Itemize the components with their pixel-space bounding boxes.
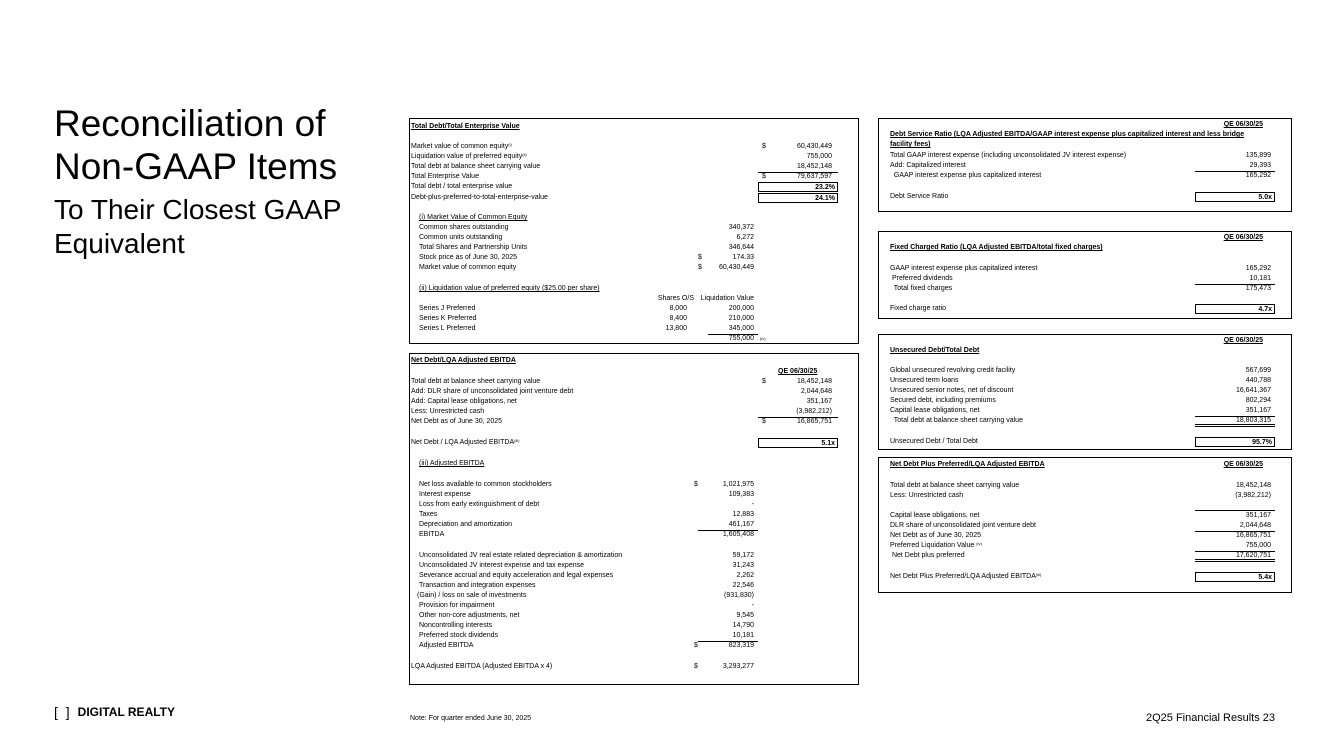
tev-ratio1-value: 23.2%	[758, 182, 838, 192]
ebitda-label-3: Taxes	[419, 511, 438, 518]
title-line-1: Reconciliation of	[54, 103, 326, 144]
netdebt-value-3: (3,982,212)	[758, 407, 838, 418]
fcr-value-0: 165,292	[1245, 265, 1271, 272]
footer-note: Note: For quarter ended June 30, 2025	[410, 715, 532, 722]
tev-mv-label: Market value of common equity$^{(i)}$	[411, 142, 512, 150]
tev-sub-ii-value-0: 200,000	[728, 305, 754, 312]
tev-sub-i-dollar-4: $	[698, 264, 702, 271]
adj-label-5: Provision for impairment	[419, 602, 495, 609]
adj-value-3: 22,546	[732, 582, 754, 589]
tev-sub-ii-total: 755,000	[728, 335, 754, 342]
adj-total-label: Adjusted EBITDA	[419, 642, 474, 649]
netdebt-value-0: 18,452,148	[796, 378, 832, 385]
udebt-value-5: 18,803,315	[1195, 416, 1275, 427]
tev-lv-value: 755,000	[806, 153, 832, 160]
dsr-col-header: QE 06/30/25	[1223, 121, 1263, 128]
adj-value-7: 14,790	[732, 622, 754, 629]
netdebt-value-2: 351,167	[806, 398, 832, 405]
ndpp-ratio-label: Net Debt Plus Preferred/LQA Adjusted EBITDA$^{(iii)}$	[890, 572, 1042, 580]
dsr-ratio-value: 5.0x	[1195, 192, 1275, 202]
netdebt-label-1: Add: DLR share of unconsolidated joint venture debt	[411, 388, 574, 395]
ndpp-table	[878, 457, 1292, 593]
tev-total-value: 79,637,597	[796, 173, 832, 180]
fcr-label-0: GAAP interest expense plus capitalized interest	[890, 265, 1038, 272]
udebt-label-3: Secured debt, including premiums	[890, 397, 996, 404]
udebt-label-2: Unsecured senior notes, net of discount	[890, 387, 1014, 394]
ndpp-value-5: 755,000	[1195, 541, 1275, 552]
fcr-value-2: 175,473	[1245, 285, 1271, 292]
ndpp-label-5: Preferred Liquidation Value $^{(iv)}$	[890, 541, 982, 549]
ebitda-value-2: -	[751, 501, 754, 508]
udebt-label-0: Global unsecured revolving credit facility	[890, 367, 1016, 374]
fcr-ratio-value: 4.7x	[1195, 304, 1275, 314]
udebt-ratio-label: Unsecured Debt / Total Debt	[890, 438, 978, 445]
tev-sub-i-label-1: Common units outstanding	[419, 234, 503, 241]
tev-sub-ii-col2: Liquidation Value	[700, 295, 754, 302]
tev-sub-ii-value-2: 345,000	[708, 324, 758, 335]
adj-total-value: 823,319	[728, 642, 754, 649]
ebitda-label-5: EBITDA	[419, 531, 445, 538]
netdebt-col-header: QE 06/30/25	[778, 368, 818, 375]
ebitda-label-1: Interest expense	[419, 491, 471, 498]
ebitda-label-0: Net loss available to common stockholders	[419, 481, 552, 488]
netdebt-label-0: Total debt at balance sheet carrying value	[411, 378, 541, 385]
adj-value-2: 2,262	[736, 572, 754, 579]
adj-label-1: Unconsolidated JV interest expense and tax expense	[419, 562, 584, 569]
adj-value-8: 10,181	[698, 631, 758, 642]
tev-sub-i-value-1: 6,272	[736, 234, 754, 241]
subtitle-line-2: Equivalent	[54, 228, 185, 259]
udebt-label-5: Total debt at balance sheet carrying value	[890, 417, 1023, 424]
dsr-value-1: 29,393	[1195, 161, 1275, 172]
tev-sub-i-value-3: 174.33	[732, 254, 754, 261]
fcr-label-2: Total fixed charges	[890, 285, 953, 292]
ebitda-value-0: 1,021,975	[722, 481, 754, 488]
bracket-logo-icon: [ ]	[54, 704, 72, 720]
tev-heading: Total Debt/Total Enterprise Value	[411, 123, 520, 130]
tev-sub-ii-total-note: (iv)	[760, 336, 766, 341]
fcr-label-1: Preferred dividends	[890, 275, 953, 282]
adj-total-dollar: $	[694, 642, 698, 649]
logo-text: DIGITAL REALTY	[77, 705, 176, 719]
tev-table	[409, 118, 859, 344]
dsr-heading-1: Debt Service Ratio (LQA Adjusted EBITDA/GAAP interest expense plus capitalized interest and less bridge	[890, 131, 1245, 138]
dsr-label-2: GAAP interest expense plus capitalized interest	[890, 172, 1042, 179]
fcr-heading: Fixed Charged Ratio (LQA Adjusted EBITDA/total fixed charges)	[890, 244, 1103, 251]
tev-sub-i-value-0: 340,372	[728, 224, 754, 231]
netdebt-label-3: Less: Unrestricted cash	[411, 408, 485, 415]
udebt-value-0: 567,699	[1245, 367, 1271, 374]
ndpp-label-0: Total debt at balance sheet carrying value	[890, 482, 1020, 489]
tev-sub-i-value-4: 60,430,449	[718, 264, 754, 271]
ndpp-label-6: Net Debt plus preferred	[890, 552, 965, 559]
adj-label-0: Unconsolidated JV real estate related depreciation & amortization	[419, 552, 623, 559]
udebt-label-1: Unsecured term loans	[890, 377, 959, 384]
ndpp-label-3: DLR share of unconsolidated joint venture debt	[890, 522, 1036, 529]
fcr-value-1: 10,181	[1195, 274, 1275, 285]
tev-sub-i-label-3: Stock price as of June 30, 2025	[419, 254, 518, 261]
subtitle-line-1: To Their Closest GAAP	[54, 194, 342, 225]
ndpp-col-header: QE 06/30/25	[1223, 461, 1263, 468]
tev-mv-dollar: $	[762, 143, 766, 150]
dsr-ratio-label: Debt Service Ratio	[890, 193, 949, 200]
netdebt-value-1: 2,044,648	[800, 388, 832, 395]
adj-value-4: (931,830)	[724, 592, 754, 599]
ndpp-label-1: Less: Unrestricted cash	[890, 492, 964, 499]
ndpp-value-4: 16,865,751	[1235, 532, 1271, 539]
ebitda-value-3: 12,883	[732, 511, 754, 518]
tev-sub-ii-shares-2: 13,800	[665, 325, 687, 332]
netdebt-dollar-4: $	[762, 418, 766, 425]
netdebt-dollar-0: $	[762, 378, 766, 385]
adj-label-4: (Gain) / loss on sale of investments	[417, 592, 527, 599]
page-subtitle	[54, 193, 341, 261]
footer-page-label: 2Q25 Financial Results 23	[1145, 712, 1275, 724]
tev-sub-ii-shares-0: 8,000	[669, 305, 687, 312]
adj-value-6: 9,545	[736, 612, 754, 619]
tev-ratio2-value: 24.1%	[758, 193, 838, 203]
tev-sub-ii-heading: (ii) Liquidation value of preferred equity ($25.00 per share)	[419, 285, 600, 292]
fcr-table	[878, 231, 1292, 319]
tev-sub-ii-value-1: 210,000	[728, 315, 754, 322]
netdebt-ratio-label: Net Debt / LQA Adjusted EBITDA$^{(iii)}$	[411, 438, 520, 446]
ebitda-label-4: Depreciation and amortization	[419, 521, 512, 528]
ebitda-dollar-0: $	[694, 481, 698, 488]
adj-label-8: Preferred stock dividends	[419, 632, 498, 639]
company-logo	[54, 704, 175, 720]
tev-total-label: Total Enterprise Value	[411, 173, 479, 180]
dsr-heading-2: facility fees)	[890, 141, 931, 148]
dsr-label-0: Total GAAP interest expense (including unconsolidated JV interest expense)	[890, 152, 1127, 159]
adj-label-6: Other non-core adjustments, net	[419, 612, 520, 619]
udebt-value-2: 16,641,367	[1235, 387, 1271, 394]
ndpp-value-1: (3,982,212)	[1195, 491, 1275, 511]
tev-sub-ii-label-2: Series L Preferred	[419, 325, 476, 332]
udebt-value-3: 802,294	[1245, 397, 1271, 404]
adj-label-2: Severance accrual and equity acceleration and legal expenses	[419, 572, 614, 579]
ndpp-value-2: 351,167	[1245, 512, 1271, 519]
ebitda-value-4: 461,167	[698, 520, 758, 531]
netdebt-table	[409, 353, 859, 685]
udebt-col-header: QE 06/30/25	[1223, 337, 1263, 344]
netdebt-value-4: 16,865,751	[796, 418, 832, 425]
tev-sub-i-label-4: Market value of common equity	[419, 264, 517, 271]
dsr-table	[878, 118, 1292, 212]
netdebt-heading: Net Debt/LQA Adjusted EBITDA	[411, 357, 516, 364]
tev-mv-value: 60,430,449	[796, 143, 832, 150]
tev-sub-ii-label-1: Series K Preferred	[419, 315, 477, 322]
tev-ratio1-label: Total debt / total enterprise value	[411, 183, 513, 190]
ndpp-ratio-value: 5.4x	[1195, 572, 1275, 582]
ndpp-heading: Net Debt Plus Preferred/LQA Adjusted EBITDA	[890, 461, 1045, 468]
tev-lv-label: Liquidation value of preferred equity$^{(ii)}$	[411, 152, 527, 160]
udebt-value-4: 351,167	[1195, 406, 1275, 417]
ebitda-value-5: 1,605,408	[722, 531, 754, 538]
udebt-heading: Unsecured Debt/Total Debt	[890, 347, 980, 354]
ndpp-label-4: Net Debt as of June 30, 2025	[890, 532, 982, 539]
adj-label-7: Noncontrolling interests	[419, 622, 493, 629]
udebt-table	[878, 334, 1292, 450]
tev-sub-ii-col1: Shares O/S	[657, 295, 694, 302]
netdebt-ratio-value: 5.1x	[758, 438, 838, 448]
adj-value-0: 59,172	[732, 552, 754, 559]
tev-sub-ii-label-0: Series J Preferred	[419, 305, 476, 312]
tev-td-value: 18,452,148	[758, 162, 838, 173]
udebt-label-4: Capital lease obligations, net	[890, 407, 980, 414]
netdebt-label-4: Net Debt as of June 30, 2025	[411, 418, 503, 425]
udebt-ratio-value: 95.7%	[1195, 437, 1275, 447]
tev-sub-i-dollar-3: $	[698, 254, 702, 261]
tev-sub-i-label-0: Common shares outstanding	[419, 224, 509, 231]
adj-value-1: 31,243	[732, 562, 754, 569]
title-line-2: Non-GAAP Items	[54, 146, 338, 187]
netdebt-label-2: Add: Capital lease obligations, net	[411, 398, 517, 405]
tev-td-label: Total debt at balance sheet carrying value	[411, 163, 541, 170]
ndpp-value-3: 2,044,648	[1195, 521, 1275, 532]
page-title	[54, 102, 337, 188]
tev-sub-i-heading: (i) Market Value of Common Equity	[419, 214, 528, 221]
tev-sub-i-label-2: Total Shares and Partnership Units	[419, 244, 528, 251]
ebitda-label-2: Loss from early extinguishment of debt	[419, 501, 540, 508]
adj-label-3: Transaction and integration expenses	[419, 582, 536, 589]
tev-ratio2-label: Debt-plus-preferred-to-total-enterprise-value	[411, 194, 548, 201]
tev-sub-i-value-2: 346,644	[728, 244, 754, 251]
dsr-value-0: 135,899	[1245, 152, 1271, 159]
fcr-ratio-label: Fixed charge ratio	[890, 305, 947, 312]
ebitda-heading: (iii) Adjusted EBITDA	[419, 460, 485, 467]
ndpp-label-2: Capital lease obligations, net	[890, 512, 980, 519]
tev-sub-ii-shares-1: 8,400	[669, 315, 687, 322]
dsr-value-2: 165,292	[1245, 172, 1271, 179]
dsr-label-1: Add: Capitalized interest	[890, 162, 966, 169]
lqa-label: LQA Adjusted EBITDA (Adjusted EBITDA x 4)	[411, 663, 553, 670]
ebitda-value-1: 109,383	[728, 491, 754, 498]
ndpp-value-0: 18,452,148	[1235, 482, 1271, 489]
lqa-dollar: $	[694, 663, 698, 670]
lqa-value: 3,293,277	[722, 663, 754, 670]
adj-value-5: -	[751, 602, 754, 609]
udebt-value-1: 440,788	[1245, 377, 1271, 384]
tev-total-dollar: $	[762, 173, 766, 180]
fcr-col-header: QE 06/30/25	[1223, 234, 1263, 241]
ndpp-value-6: 17,620,751	[1195, 551, 1275, 562]
